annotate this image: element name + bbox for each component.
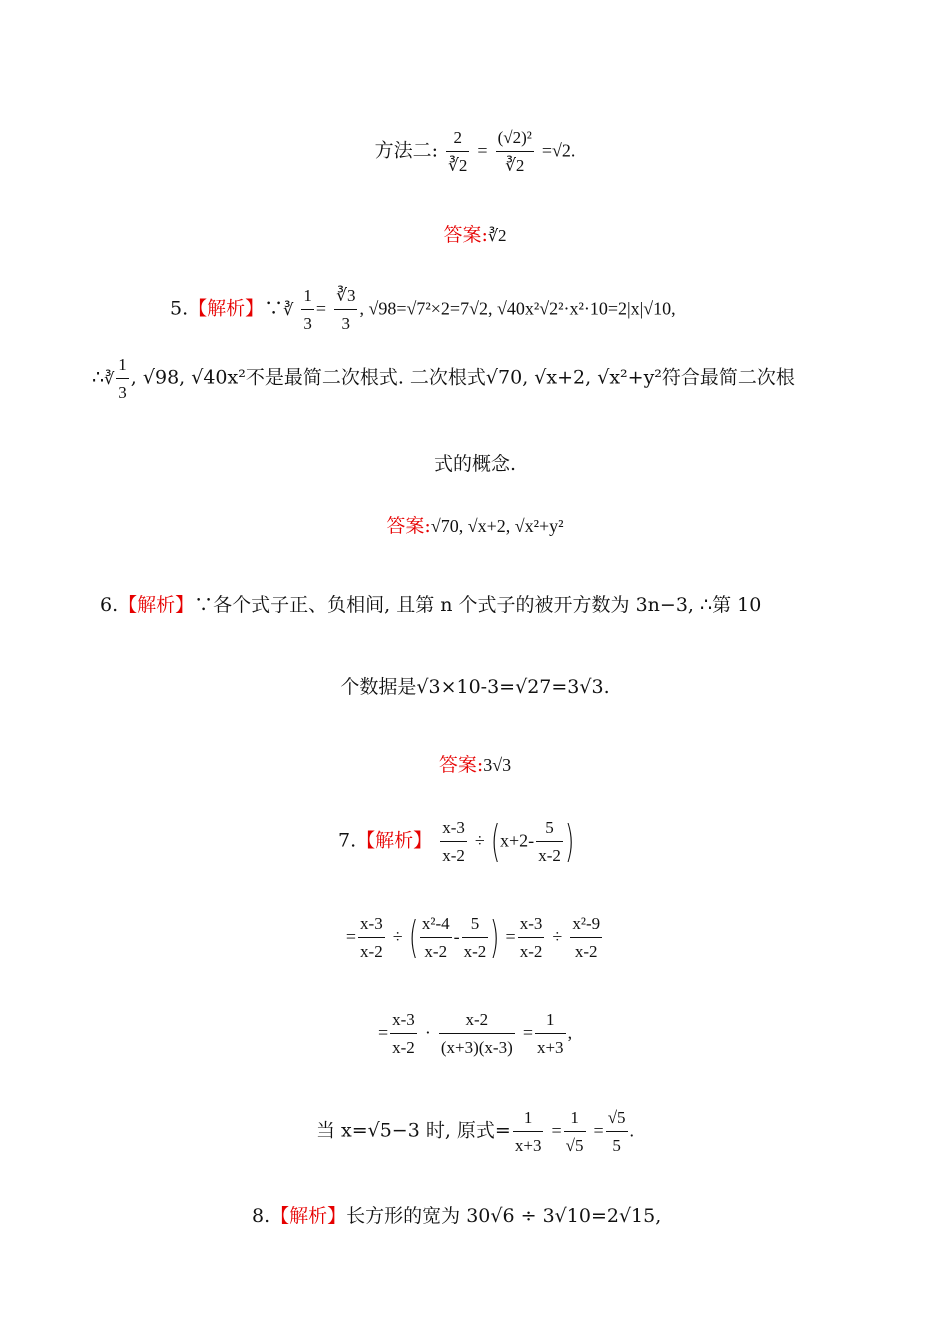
method2-label: 方法二: (374, 139, 438, 162)
q5-answer: 答案:√70, √x+2, √x²+y² (386, 515, 564, 537)
answer-4: 答案:∛2 (443, 224, 507, 246)
q5-fraction-c: $\frac{1}{3}$ (118, 355, 127, 402)
q6-tag: 【解析】 (118, 594, 195, 616)
q6-answer: 答案:3√3 (438, 754, 512, 776)
q5-number: 5. (170, 297, 189, 320)
q5-tag: 【解析】 (188, 297, 265, 320)
q5-line1-tail: , √98=√7²×2=7√2, √40x²√2²·x²·10=2|x|√10, (359, 298, 676, 319)
q6-line2: 个数据是√3×10-3=√27=3√3. (340, 676, 610, 698)
q5-line2: ∴∛ $\frac{1}{3}$ , √98, √40x²不是最简二次根式. 二次根式√70, √x+2, √x²+y²符合最简二次根 (92, 355, 795, 402)
q7-number: 7. (338, 829, 357, 852)
q8-number: 8. (252, 1205, 271, 1227)
q8-tag: 【解析】 (270, 1205, 347, 1227)
q5-line1: 5.【解析】∵∛ $\frac{1}{3}$ = $\frac{∛3}{3}$ , √98=√7²×2=7√2, √40x²√2²·x²·10=2|x|√10, (170, 286, 676, 333)
q6-line1-text: ∵各个式子正、负相间, 且第 n 个式子的被开方数为 3n−3, ∴第 10 (194, 594, 762, 616)
q5-line3: 式的概念. (433, 453, 517, 475)
q6-line1 (100, 596, 761, 615)
q7-tag: 【解析】 (356, 829, 433, 852)
q8-line1 (252, 1207, 661, 1226)
q5-fraction-a: $\frac{1}{3}$ (303, 286, 312, 333)
q7-line3: = $\frac{x-3}{x-2}$ · $\frac{x-2}{(x+3)(x-3)}$ = $\frac{1}{x+3}$ , (377, 1010, 573, 1057)
q7-line4: 当 x=√5−3 时, 原式= $\frac{1}{x+3}$ = $\frac{1}{√5}$ = $\frac{√5}{5}$ . (315, 1108, 635, 1155)
q6-number: 6. (100, 594, 119, 616)
method2-fraction-rhs: $\frac{\text{(√2)²}}{∛2}$ (497, 128, 532, 175)
q7-line1: 7.【解析】 $\frac{x-3}{x-2}$ ÷ (x+2- $\frac{5}{x-2}$ ) (338, 815, 575, 867)
q7-line2: = $\frac{x-3}{x-2}$ ÷ ( $\frac{\text{x²-4}}{x-2}$ - $\frac{5}{x-2}$ ) = $\frac{x-3}{x-2}$ ÷ $\frac{\text{x²-9}}{x-2}$ (345, 911, 601, 963)
method2-line: 方法二: $\frac{2}{∛2}$ = $\frac{\text{(√2)²}}{∛2}$ =√2. (374, 128, 576, 175)
method2-fraction-lhs: $\frac{2}{∛2}$ (448, 128, 468, 175)
q5-line2-text: , √98, √40x²不是最简二次根式. 二次根式√70, √x+2, √x²+y²符合最简二次根 (130, 366, 795, 389)
q5-fraction-b: $\frac{∛3}{3}$ (336, 286, 356, 333)
q8-text: 长方形的宽为 30√6 ÷ 3√10=2√15, (346, 1205, 662, 1227)
method2-result: =√2. (541, 140, 576, 161)
